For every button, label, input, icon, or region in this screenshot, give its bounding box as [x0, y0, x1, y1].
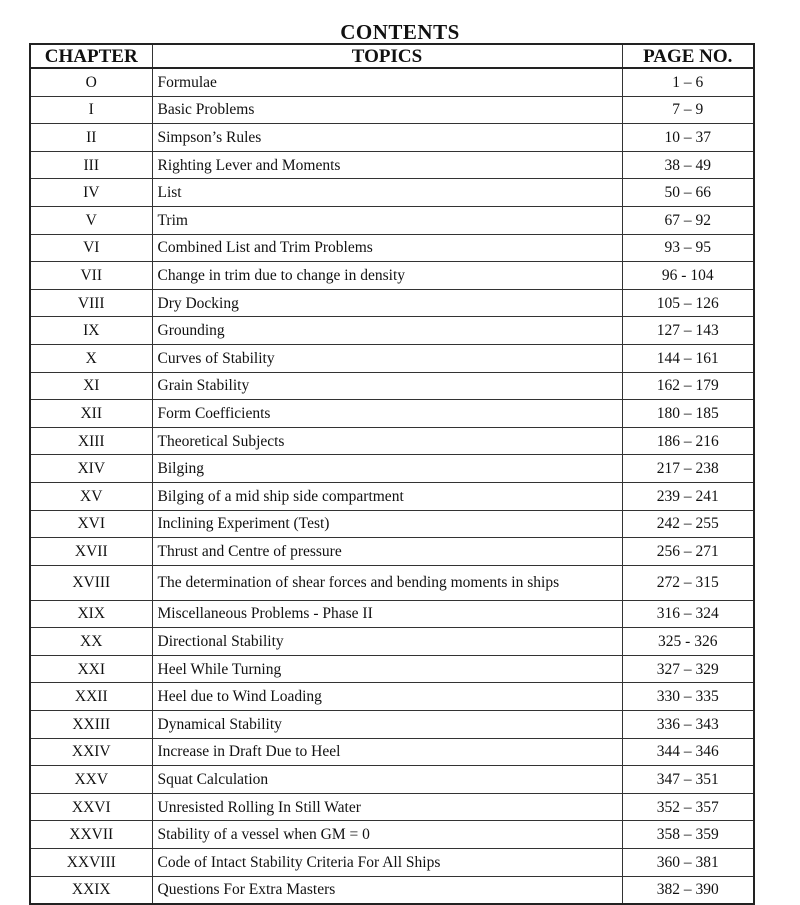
table-row — [30, 427, 754, 455]
table-row — [30, 317, 754, 345]
topic-cell: Heel While Turning — [152, 655, 622, 683]
page-title: CONTENTS — [340, 20, 460, 44]
topic-cell: Basic Problems — [152, 96, 622, 124]
chapter-cell: O — [30, 68, 152, 96]
chapter-cell: XXIII — [30, 711, 152, 739]
table-row — [30, 510, 754, 538]
page-range-cell: 38 – 49 — [622, 151, 754, 179]
table-row — [30, 68, 754, 96]
table-row — [30, 400, 754, 428]
page-range-cell: 358 – 359 — [622, 821, 754, 849]
table-row — [30, 655, 754, 683]
page-range-cell: 327 – 329 — [622, 655, 754, 683]
topic-cell: Code of Intact Stability Criteria For All Ships — [152, 849, 622, 877]
page-range-cell: 316 – 324 — [622, 600, 754, 628]
chapter-header: CHAPTER — [30, 44, 152, 68]
chapter-cell: V — [30, 206, 152, 234]
page-range-cell: 93 – 95 — [622, 234, 754, 262]
topic-cell: The determination of shear forces and bending moments in ships — [152, 565, 622, 600]
header-row — [30, 44, 754, 68]
table-row — [30, 766, 754, 794]
topic-cell: Simpson’s Rules — [152, 124, 622, 152]
chapter-cell: XVIII — [30, 565, 152, 600]
chapter-cell: XXVI — [30, 793, 152, 821]
chapter-cell: XIV — [30, 455, 152, 483]
chapter-cell: VIII — [30, 289, 152, 317]
chapter-cell: X — [30, 344, 152, 372]
page-range-cell: 50 – 66 — [622, 179, 754, 207]
chapter-cell: XI — [30, 372, 152, 400]
table-row — [30, 372, 754, 400]
topic-cell: Questions For Extra Masters — [152, 876, 622, 904]
chapter-cell: XVI — [30, 510, 152, 538]
chapter-cell: II — [30, 124, 152, 152]
topic-cell: Inclining Experiment (Test) — [152, 510, 622, 538]
page-range-cell: 127 – 143 — [622, 317, 754, 345]
topic-cell: Form Coefficients — [152, 400, 622, 428]
page-range-cell: 186 – 216 — [622, 427, 754, 455]
table-row — [30, 821, 754, 849]
topic-cell: Theoretical Subjects — [152, 427, 622, 455]
table-row — [30, 151, 754, 179]
page-range-cell: 162 – 179 — [622, 372, 754, 400]
page-range-cell: 67 – 92 — [622, 206, 754, 234]
topic-cell: Righting Lever and Moments — [152, 151, 622, 179]
table-row — [30, 96, 754, 124]
chapter-cell: XII — [30, 400, 152, 428]
topic-cell: Bilging — [152, 455, 622, 483]
topic-cell: List — [152, 179, 622, 207]
page-range-cell: 239 – 241 — [622, 482, 754, 510]
table-row — [30, 344, 754, 372]
page-range-cell: 382 – 390 — [622, 876, 754, 904]
topic-cell: Directional Stability — [152, 628, 622, 656]
contents-table — [29, 43, 755, 905]
chapter-cell: XXVII — [30, 821, 152, 849]
chapter-cell: XXV — [30, 766, 152, 794]
contents-body — [30, 68, 754, 904]
chapter-cell: IV — [30, 179, 152, 207]
table-row — [30, 124, 754, 152]
topic-cell: Increase in Draft Due to Heel — [152, 738, 622, 766]
page-range-cell: 105 – 126 — [622, 289, 754, 317]
topic-cell: Combined List and Trim Problems — [152, 234, 622, 262]
topic-cell: Unresisted Rolling In Still Water — [152, 793, 622, 821]
chapter-cell: XVII — [30, 538, 152, 566]
chapter-cell: XIII — [30, 427, 152, 455]
topics-header: TOPICS — [152, 44, 622, 68]
page-range-cell: 217 – 238 — [622, 455, 754, 483]
topic-cell: Thrust and Centre of pressure — [152, 538, 622, 566]
chapter-cell: XXVIII — [30, 849, 152, 877]
chapter-cell: VI — [30, 234, 152, 262]
chapter-cell: XV — [30, 482, 152, 510]
chapter-cell: XXII — [30, 683, 152, 711]
page-range-cell: 325 - 326 — [622, 628, 754, 656]
table-row — [30, 876, 754, 904]
page-range-cell: 96 - 104 — [622, 262, 754, 290]
page-range-cell: 352 – 357 — [622, 793, 754, 821]
topic-cell: Dynamical Stability — [152, 711, 622, 739]
page-range-cell: 242 – 255 — [622, 510, 754, 538]
topic-cell: Curves of Stability — [152, 344, 622, 372]
table-row — [30, 849, 754, 877]
page-range-cell: 144 – 161 — [622, 344, 754, 372]
chapter-cell: XXIX — [30, 876, 152, 904]
topic-cell: Miscellaneous Problems - Phase II — [152, 600, 622, 628]
table-row — [30, 206, 754, 234]
table-row — [30, 793, 754, 821]
table-row — [30, 455, 754, 483]
chapter-cell: XXIV — [30, 738, 152, 766]
table-row — [30, 289, 754, 317]
chapter-cell: XIX — [30, 600, 152, 628]
chapter-cell: I — [30, 96, 152, 124]
topic-cell: Dry Docking — [152, 289, 622, 317]
page-range-cell: 347 – 351 — [622, 766, 754, 794]
page-range-cell: 180 – 185 — [622, 400, 754, 428]
chapter-cell: VII — [30, 262, 152, 290]
table-row — [30, 683, 754, 711]
table-row — [30, 738, 754, 766]
table-row — [30, 262, 754, 290]
chapter-cell: IX — [30, 317, 152, 345]
page-range-cell: 360 – 381 — [622, 849, 754, 877]
page-range-cell: 1 – 6 — [622, 68, 754, 96]
page-range-cell: 272 – 315 — [622, 565, 754, 600]
page-range-cell: 7 – 9 — [622, 96, 754, 124]
page-range-cell: 344 – 346 — [622, 738, 754, 766]
table-row — [30, 179, 754, 207]
topic-cell: Trim — [152, 206, 622, 234]
topic-cell: Stability of a vessel when GM = 0 — [152, 821, 622, 849]
chapter-cell: XX — [30, 628, 152, 656]
topic-cell: Grounding — [152, 317, 622, 345]
table-row — [30, 538, 754, 566]
page-range-cell: 336 – 343 — [622, 711, 754, 739]
page-range-cell: 330 – 335 — [622, 683, 754, 711]
chapter-cell: III — [30, 151, 152, 179]
topic-cell: Squat Calculation — [152, 766, 622, 794]
table-row — [30, 565, 754, 600]
table-row — [30, 711, 754, 739]
chapter-cell: XXI — [30, 655, 152, 683]
table-row — [30, 628, 754, 656]
table-row — [30, 600, 754, 628]
topic-cell: Change in trim due to change in density — [152, 262, 622, 290]
page-header: PAGE NO. — [622, 44, 754, 68]
topic-cell: Formulae — [152, 68, 622, 96]
page-range-cell: 10 – 37 — [622, 124, 754, 152]
topic-cell: Bilging of a mid ship side compartment — [152, 482, 622, 510]
topic-cell: Heel due to Wind Loading — [152, 683, 622, 711]
table-row — [30, 482, 754, 510]
table-row — [30, 234, 754, 262]
topic-cell: Grain Stability — [152, 372, 622, 400]
page-range-cell: 256 – 271 — [622, 538, 754, 566]
